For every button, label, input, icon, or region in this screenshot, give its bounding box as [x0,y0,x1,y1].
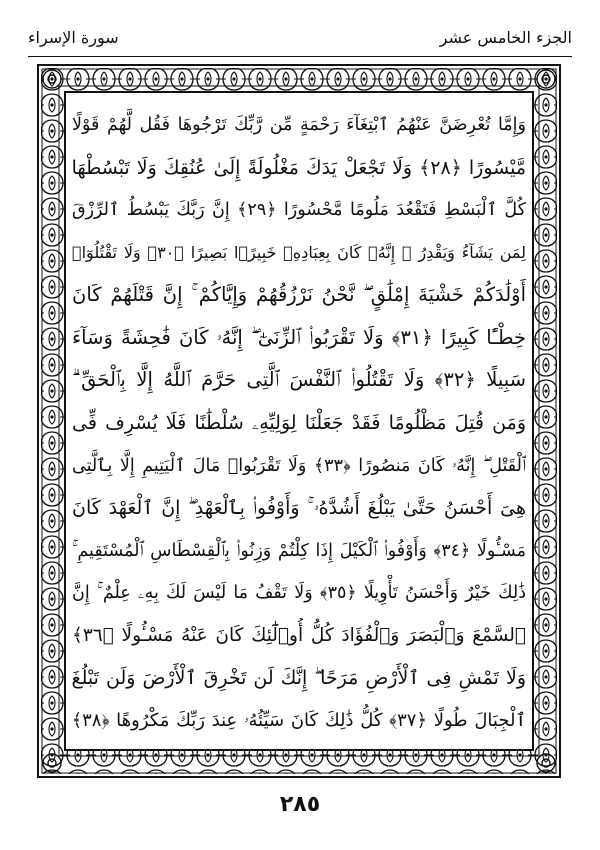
verse-line [72,235,526,271]
page-header [28,22,572,52]
verse-line-text: وَمَن قُتِلَ مَظْلُومًا فَقَدْ جَعَلْنَا لِوَلِيِّهِۦ سُلْطَٰنًا فَلَا يُسْرِف فِّى [72,411,526,434]
verse-line-text: كُلَّ ٱلْبَسْطِ فَتَقْعُدَ مَلُومًا مَّحْسُورًا ﴿٢٩﴾ إِنَّ رَبَّكَ يَبْسُطُ ٱلرِّزْقَ [72,200,526,221]
surah-title: سورة الإسراء [28,27,119,47]
juz-title: الجزء الخامس عشر [439,27,572,47]
verse-line [72,405,526,441]
header-divider [28,56,572,57]
verse-line [72,320,526,356]
verse-line-text: ٱلْجِبَالَ طُولًا ﴿٣٧﴾ كُلُّ ذَٰلِكَ كَانَ سَيِّئُهُۥ عِندَ رَبِّكَ مَكْرُوهًا ﴿٣٨﴾ [72,709,526,731]
verse-line-text: مَسْـُٔولًا ﴿٣٤﴾ وَأَوْفُوا۟ ٱلْكَيْلَ إِذَا كِلْتُمْ وَزِنُوا۟ بِٱلْقِسْطَاسِ ٱلْمُسْتَقِيمِ ۚ [72,540,526,561]
verse-line-text: ٱلسَّمْعَ وَٱلْبَصَرَ وَٱلْفُؤَادَ كُلُّ أُو۟لَٰٓئِكَ كَانَ عَنْهُ مَسْـُٔولًا ﴿٣٦﴾ [72,624,526,646]
text-panel [64,91,534,751]
ornamental-frame [37,64,561,778]
verse-line-text: لِمَن يَشَآءُ وَيَقْدِرُ ۚ إِنَّهُۥ كَانَ بِعِبَادِهِۦ خَبِيرًۢا بَصِيرًا ﴿٣٠﴾ وَلَا تَقْتُلُوٓا۟ [72,242,526,262]
page-number: ٢٨٥ [279,792,321,817]
verse-line-text: وَإِمَّا تُعْرِضَنَّ عَنْهُمُ ٱبْتِغَآءَ رَحْمَةٍ مِّن رَّبِّكَ تَرْجُوهَا فَقُل لَّهُمْ قَوْلًا [72,115,526,135]
verse-line-text: ذَٰلِكَ خَيْرٌ وَأَحْسَنُ تَأْوِيلًا ﴿٣٥﴾ وَلَا تَقْفُ مَا لَيْسَ لَكَ بِهِۦ عِلْمٌ ۚ إِنَّ [72,583,526,604]
verse-line-text: وَلَا تَمْشِ فِى ٱلْأَرْضِ مَرَحًا ۖ إِنَّكَ لَن تَخْرِقَ ٱلْأَرْضَ وَلَن تَبْلُغَ [72,667,526,690]
verse-line [72,490,526,526]
verse-line [72,192,526,228]
verse-line-text: مَّيْسُورًا ﴿٢٨﴾ وَلَا تَجْعَلْ يَدَكَ مَغْلُولَةً إِلَىٰ عُنُقِكَ وَلَا تَبْسُطْهَا [72,156,526,179]
verse-line [72,448,526,484]
verse-line [72,533,526,569]
verse-line-text: ٱلْقَتْلِ ۖ إِنَّهُۥ كَانَ مَنصُورًا ﴿٣٣﴾ وَلَا تَقْرَبُوا۟ مَالَ ٱلْيَتِيمِ إِلَّا بِٱلَّتِى [72,455,526,476]
verses-block [72,107,526,739]
verse-line [72,107,526,143]
verse-line [72,362,526,398]
verse-line [72,618,526,654]
verse-line-text: سَبِيلًا ﴿٣٢﴾ وَلَا تَقْتُلُوا۟ ٱلنَّفْسَ ٱلَّتِى حَرَّمَ ٱللَّهُ إِلَّا بِٱلْحَقِّ ۗ [72,368,526,392]
verse-line [72,660,526,696]
verse-line [72,150,526,186]
verse-line-text: أَوْلَٰدَكُمْ خَشْيَةَ إِمْلَٰقٍ ۖ نَّحْنُ نَرْزُقُهُمْ وَإِيَّاكُمْ ۚ إِنَّ قَتْلَهُمْ كَانَ [72,283,526,307]
verse-line-text: خِطْـًٔا كَبِيرًا ﴿٣١﴾ وَلَا تَقْرَبُوا۟ ٱلزِّنَىٰٓ ۖ إِنَّهُۥ كَانَ فَٰحِشَةً وَسَآءَ [72,325,526,349]
verse-line [72,703,526,739]
verse-line-text: هِىَ أَحْسَنُ حَتَّىٰ يَبْلُغَ أَشُدَّهُۥ ۚ وَأَوْفُوا۟ بِٱلْعَهْدِ ۖ إِنَّ ٱلْعَهْدَ كَانَ [72,497,526,520]
verse-line [72,277,526,313]
verse-line [72,575,526,611]
